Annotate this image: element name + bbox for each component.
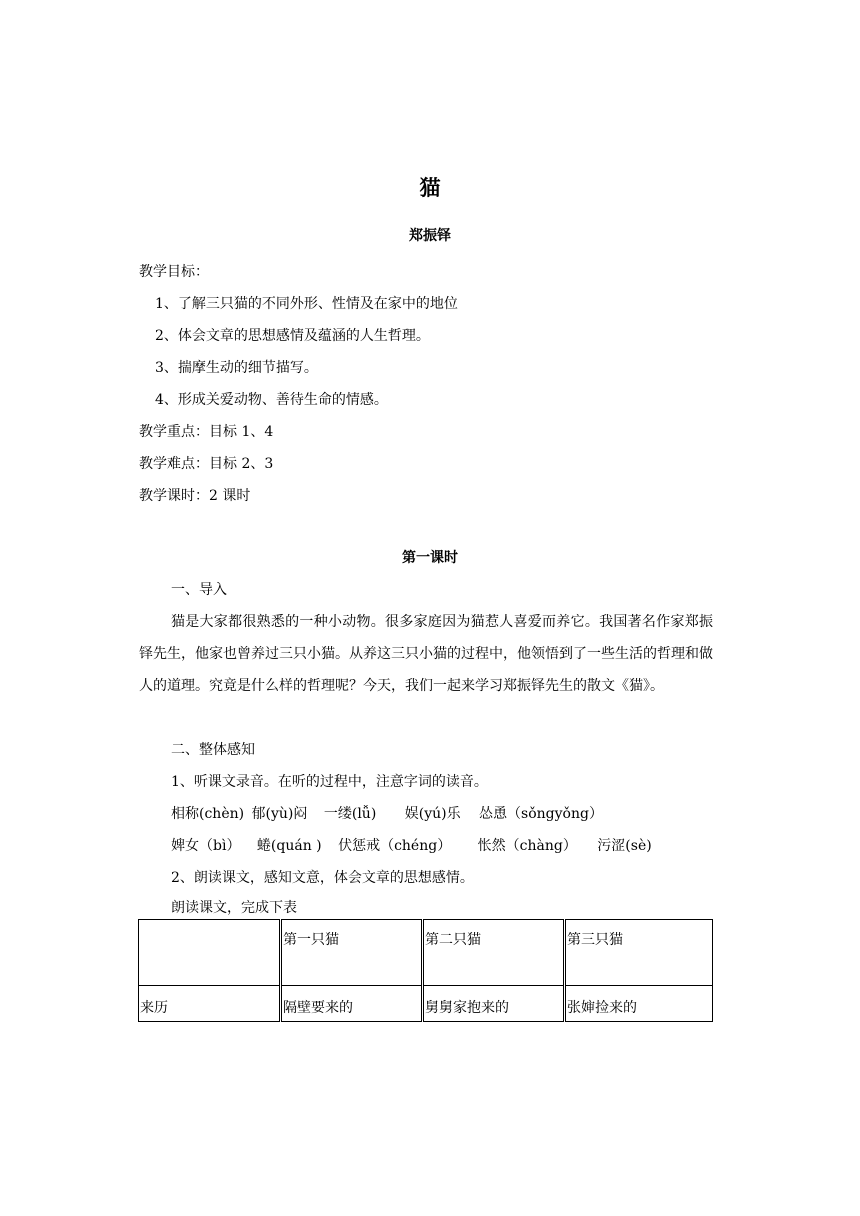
- vocab-item: 怂恿（sǒngyǒng）: [479, 806, 603, 822]
- vocab-item: 郁(yù)闷: [251, 806, 308, 822]
- vocab-row: [171, 804, 603, 824]
- vocab-row: [171, 836, 652, 856]
- intro-paragraph: 猫是大家都很熟悉的一种小动物。很多家庭因为猫惹人喜爱而养它。我国著名作家郑振铎先生，他家也曾养过三只小猫。从养这三只小猫的过程中，他领悟到了一些生活的哲理和做人的道理。究竟是什么样的哲理呢？今天，我们一起来学习郑振铎先生的散文《猫》。: [139, 614, 713, 694]
- vocab-item: 蜷(quán ): [256, 838, 322, 854]
- document-title: 猫: [419, 176, 441, 200]
- table-header-row: [139, 920, 713, 986]
- table-cell: 张婶捡来的: [565, 986, 713, 1022]
- table-row: [139, 986, 713, 1022]
- vocab-item: 一缕(lǚ): [323, 806, 377, 822]
- teaching-periods: 教学课时：2 课时: [139, 488, 251, 504]
- objectives-label: 教学目标：: [139, 264, 209, 280]
- lesson-heading: 第一课时: [402, 550, 458, 566]
- author-name: 郑振铎: [409, 228, 451, 244]
- vocab-item: 污涩(sè): [597, 838, 652, 854]
- objective-item: 4、形成关爱动物、善待生命的情感。: [155, 392, 388, 408]
- vocab-item: 怅然（chàng）: [477, 838, 577, 854]
- section-title-intro: 一、导入: [171, 582, 227, 598]
- objective-item: 1、了解三只猫的不同外形、性情及在家中的地位: [155, 296, 458, 312]
- objective-item: 3、揣摩生动的细节描写。: [155, 360, 318, 376]
- table-cell: 隔壁要来的: [281, 986, 423, 1022]
- table-cell: 来历: [139, 986, 281, 1022]
- difficult-points: 教学难点：目标 2、3: [139, 456, 274, 472]
- step-read: 2、朗读课文，感知文意，体会文章的思想感情。: [171, 870, 474, 886]
- key-points: 教学重点：目标 1、4: [139, 424, 274, 440]
- table-cell: 舅舅家抱来的: [423, 986, 565, 1022]
- section-title-overview: 二、整体感知: [171, 742, 255, 758]
- table-header-cell: [139, 920, 281, 986]
- table-intro: 朗读课文，完成下表: [171, 900, 297, 916]
- table-header-cell: 第一只猫: [281, 920, 423, 986]
- step-listen: 1、听课文录音。在听的过程中，注意字词的读音。: [171, 774, 488, 790]
- vocab-item: 相称(chèn): [171, 806, 245, 822]
- comparison-table: [138, 919, 713, 1022]
- table-header-cell: 第三只猫: [565, 920, 713, 986]
- objective-item: 2、体会文章的思想感情及蕴涵的人生哲理。: [155, 328, 430, 344]
- vocab-item: 婢女（bì）: [171, 838, 241, 854]
- vocab-item: 伏惩戒（chéng）: [338, 838, 452, 854]
- vocab-item: 娱(yú)乐: [404, 806, 461, 822]
- table-header-cell: 第二只猫: [423, 920, 565, 986]
